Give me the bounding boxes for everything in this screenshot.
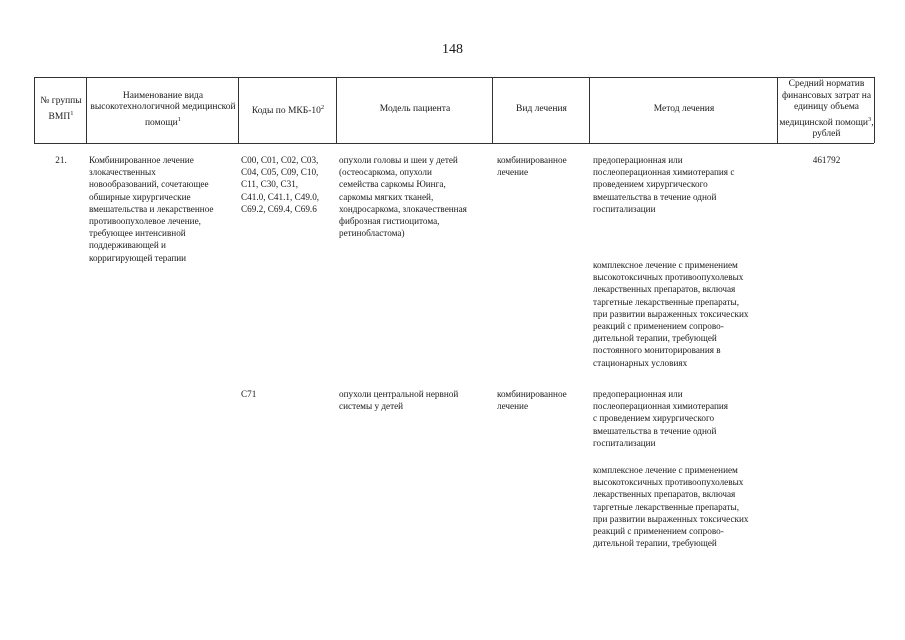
column-divider: [492, 77, 493, 143]
header-care-type: Наименование вида высокотехнологичной медицинской помощи$^1$: [90, 90, 236, 128]
treatment-type: комбинированное лечение: [497, 155, 567, 178]
column-divider: [589, 77, 590, 143]
icd-codes: C00, C01, C02, C03, C04, C05, C09, C10, C11, C30, C31, C41.0, C41.1, C49.0, C69.2, C69.4, C69.6: [241, 155, 320, 214]
header-icd-codes: Коды по МКБ-$10^2$: [251, 104, 325, 117]
header-treatment-method: Метод лечения: [653, 104, 715, 115]
treatment-method: предоперационная или послеоперационная химиотерапия с проведением хирургического вмешательства в течение одной госпитализации: [593, 389, 729, 448]
cost-value: 461792: [812, 155, 841, 165]
header-bottom-border: [34, 143, 874, 144]
page-number: 148: [442, 42, 463, 57]
treatment-type: комбинированное лечение: [497, 389, 567, 412]
header-patient-model: Модель пациента: [379, 104, 451, 115]
column-divider: [238, 77, 239, 143]
header-group-number: № группы ВМП$^1$: [40, 96, 82, 123]
group-number: 21.: [55, 155, 67, 165]
patient-model: опухоли головы и шеи у детей (остеосаркома, опухоли семейства саркомы Юинга, саркомы мягких тканей, хондросаркома, злокачественная фиброзная гистиоцитома, ретинобластома): [339, 155, 467, 239]
column-divider: [336, 77, 337, 143]
column-divider: [34, 77, 35, 143]
column-divider: [874, 77, 875, 143]
treatment-method: комплексное лечение с применением высокотоксичных противоопухолевых лекарственных препаратов, включая таргетные лекарственные препараты, при развитии выраженных токсических реакций с применением сопрово- дительной терапии, требующей постоянного мониторирования в стационарных условиях: [593, 260, 749, 368]
patient-model: опухоли центральной нервной системы у детей: [339, 389, 459, 412]
icd-codes: C71: [241, 389, 257, 399]
header-treatment-type: Вид лечения: [516, 104, 567, 115]
care-type-name: Комбинированное лечение злокачественных новообразований, сочетающее обширные хирургические вмешательства и лекарственное противоопухолевое лечение, требующее интенсивной поддерживающей и корригирующей терапии: [89, 155, 214, 263]
column-divider: [86, 77, 87, 143]
treatment-method: предоперационная или послеоперационная химиотерапия с проведением хирургического вмешательства в течение одной госпитализации: [593, 155, 735, 214]
header-cost-norm: Средний норматив финансовых затрат на единицу объема медицинской помощи$^3$, рублей: [779, 79, 874, 140]
column-divider: [777, 77, 778, 143]
treatment-method: комплексное лечение с применением высокотоксичных противоопухолевых лекарственных препаратов, включая таргетные лекарственные препараты, при развитии выраженных токсических реакций с применением сопрово- дительной терапии, требующей: [593, 465, 749, 549]
